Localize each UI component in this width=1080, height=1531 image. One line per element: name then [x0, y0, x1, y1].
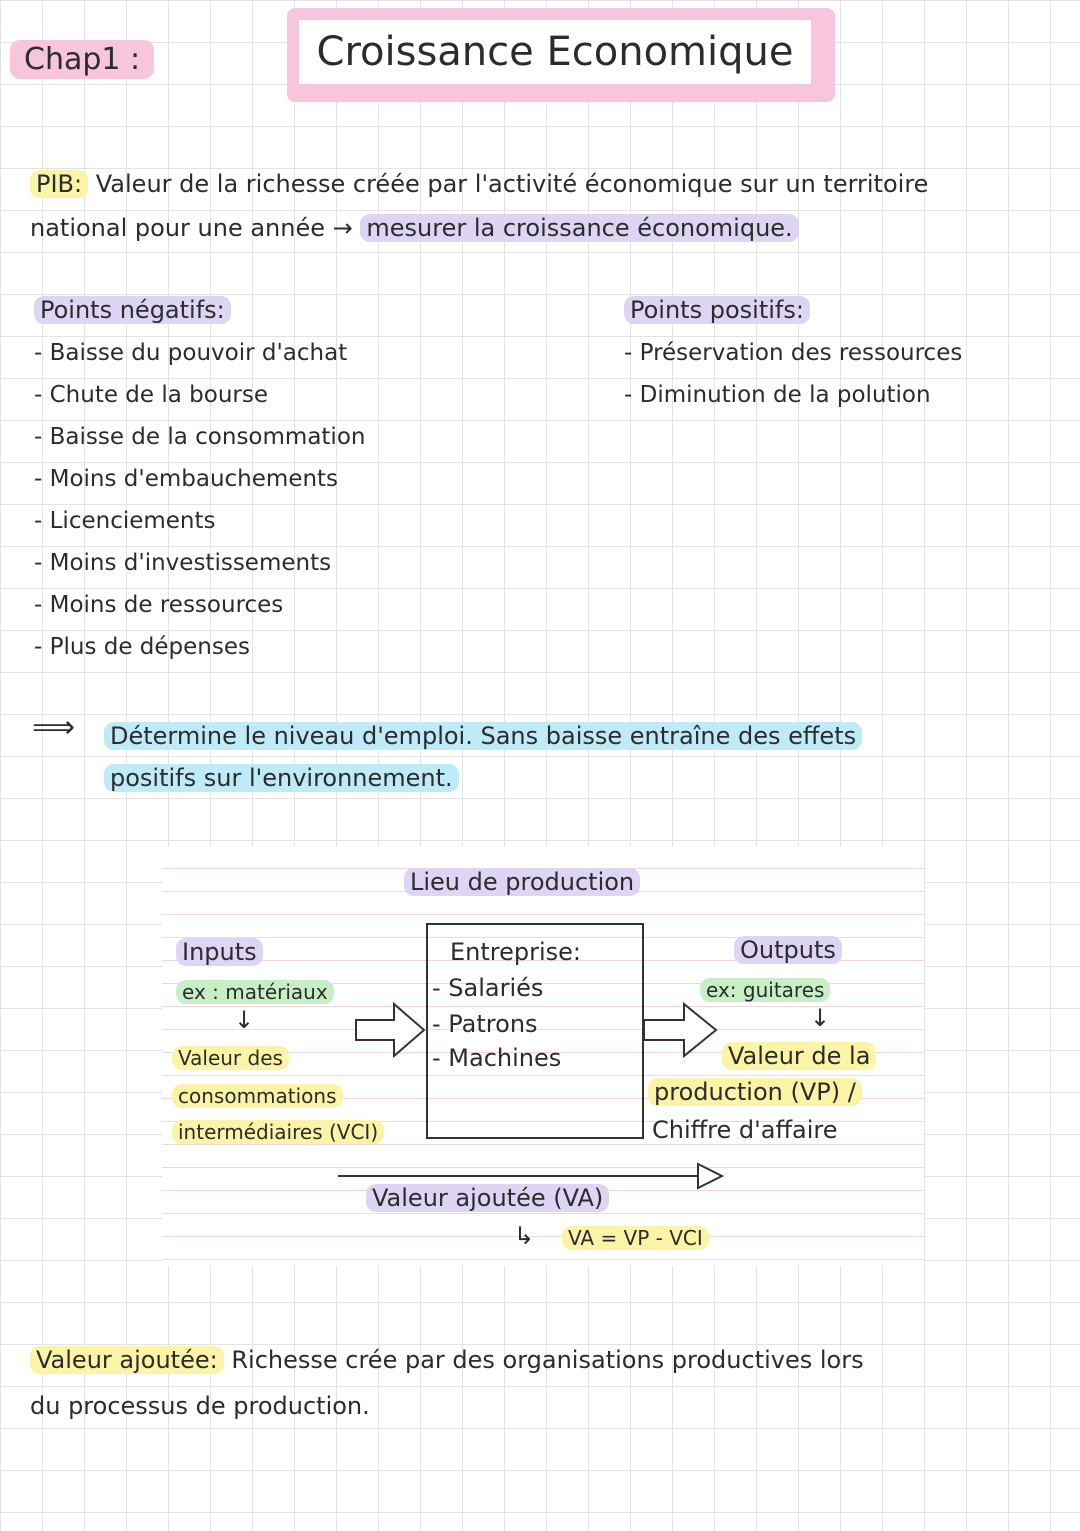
inputs-title — [176, 938, 263, 966]
list-item: - Moins d'embauchements — [34, 466, 339, 492]
list-item: - Moins d'investissements — [34, 550, 332, 576]
conclusion-text1: Détermine le niveau d'emploi. Sans baisse entraîne des effets — [104, 722, 862, 750]
hollow-arrow-icon — [642, 1000, 718, 1060]
va-definition-text: Richesse crée par des organisations productives lors — [231, 1346, 864, 1374]
pib-purpose: mesurer la croissance économique. — [360, 214, 798, 242]
va-label-text: Valeur ajoutée (VA) — [366, 1184, 609, 1212]
positive-title-text: Points positifs: — [624, 296, 810, 324]
outputs-title — [734, 936, 842, 964]
pib-definition-text: Valeur de la richesse créée par l'activité économique sur un territoire — [95, 170, 929, 198]
outputs-value-line1 — [722, 1042, 876, 1070]
double-arrow-icon: ⟹ — [32, 710, 76, 745]
pib-definition-line2 — [30, 214, 799, 242]
inputs-title-text: Inputs — [176, 938, 263, 966]
inputs-value-line1 — [172, 1046, 289, 1070]
list-item: - Patrons — [432, 1010, 538, 1038]
conclusion-text2: positifs sur l'environnement. — [104, 764, 459, 792]
arrow-icon: → — [332, 214, 353, 242]
va-definition-line1 — [30, 1346, 864, 1374]
list-item: - Préservation des ressources — [624, 340, 963, 366]
outputs-example-text: ex: guitares — [700, 978, 830, 1002]
negative-points-title — [34, 296, 231, 324]
place-label — [404, 868, 640, 896]
inputs-example — [176, 980, 334, 1004]
conclusion-line2 — [104, 764, 459, 792]
place-label-text: Lieu de production — [404, 868, 640, 896]
list-item: - Baisse de la consommation — [34, 424, 366, 450]
page-title: Croissance Economique — [316, 29, 794, 75]
hollow-arrow-icon — [354, 1000, 426, 1060]
outputs-value-text2: production (VP) / — [648, 1078, 862, 1106]
outputs-value-line3: Chiffre d'affaire — [652, 1116, 838, 1144]
chapter-label: Chap1 : — [10, 40, 154, 79]
conclusion-line1 — [104, 722, 862, 750]
list-item: - Licenciements — [34, 508, 216, 534]
outputs-value-line2 — [648, 1078, 862, 1106]
outputs-title-text: Outputs — [734, 936, 842, 964]
outputs-value-text1: Valeur de la — [722, 1042, 876, 1070]
outputs-example — [700, 978, 830, 1002]
inputs-value-line2 — [172, 1084, 343, 1108]
va-formula — [562, 1226, 709, 1250]
va-label — [366, 1184, 609, 1212]
inputs-example-text: ex : matériaux — [176, 980, 334, 1004]
list-item: - Machines — [432, 1044, 562, 1072]
company-title: Entreprise: — [450, 938, 582, 966]
title-frame — [287, 8, 835, 102]
va-definition-term: Valeur ajoutée: — [30, 1346, 224, 1374]
down-arrow-icon: ↓ — [810, 1004, 831, 1032]
inputs-value-text3: intermédiaires (VCI) — [172, 1120, 384, 1144]
va-definition-line2: du processus de production. — [30, 1392, 370, 1420]
pib-term: PIB: — [30, 170, 88, 198]
inputs-value-text2: consommations — [172, 1084, 343, 1108]
down-arrow-icon: ↓ — [234, 1006, 255, 1034]
inputs-value-text1: Valeur des — [172, 1046, 289, 1070]
inputs-value-line3 — [172, 1120, 384, 1144]
va-formula-text: VA = VP - VCI — [562, 1226, 709, 1250]
list-item: - Moins de ressources — [34, 592, 284, 618]
positive-points-title — [624, 296, 810, 324]
negative-title-text: Points négatifs: — [34, 296, 231, 324]
list-item: - Salariés — [432, 974, 544, 1002]
list-item: - Chute de la bourse — [34, 382, 268, 408]
pib-definition-text2: national pour une année — [30, 214, 325, 242]
list-item: - Baisse du pouvoir d'achat — [34, 340, 348, 366]
pib-definition-line1 — [30, 170, 928, 198]
corner-arrow-icon: ↳ — [514, 1222, 535, 1250]
list-item: - Plus de dépenses — [34, 634, 250, 660]
list-item: - Diminution de la polution — [624, 382, 931, 408]
